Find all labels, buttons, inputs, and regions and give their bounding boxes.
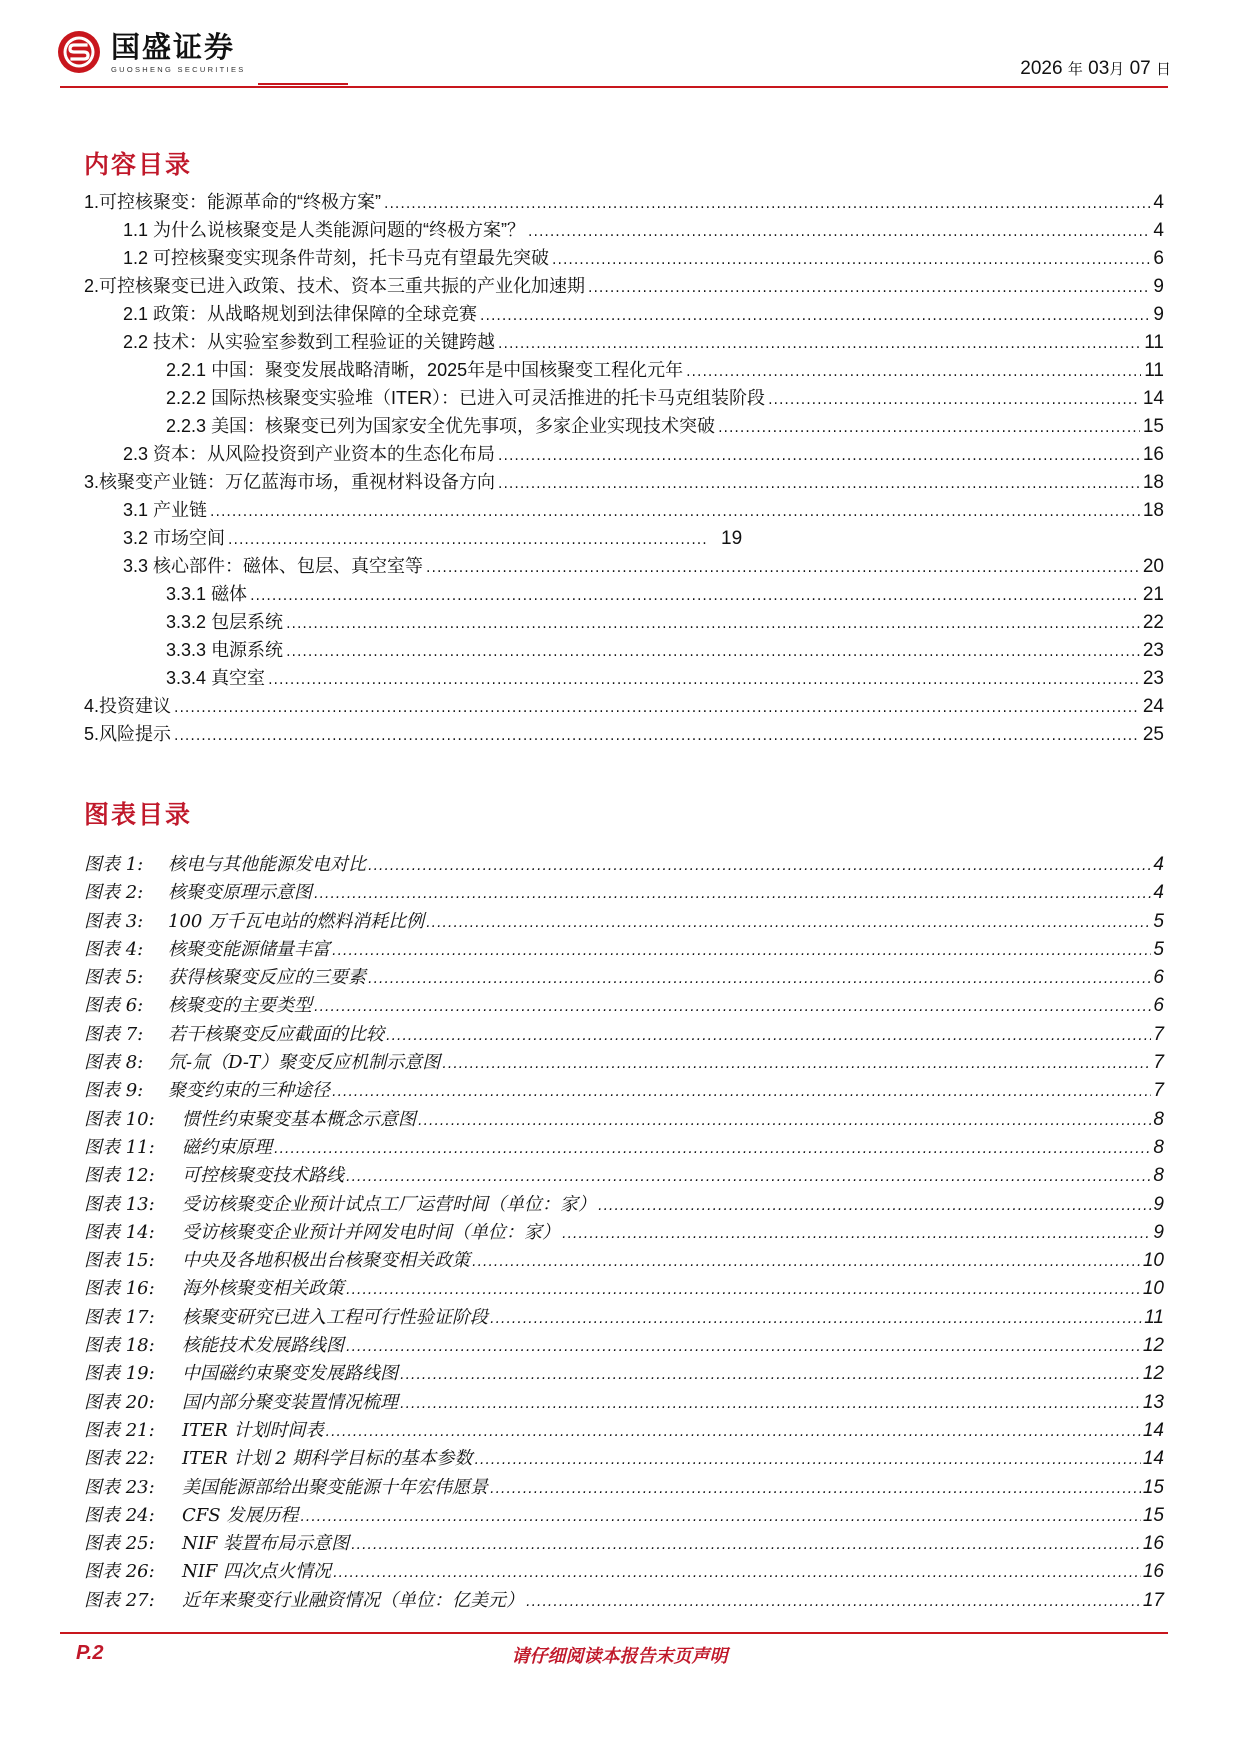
figure-id: 图表 21: bbox=[84, 1419, 155, 1441]
toc-page-number: 23 bbox=[1142, 668, 1164, 689]
date-month: 03 bbox=[1088, 58, 1110, 79]
leader-dots bbox=[384, 196, 1150, 212]
leader-dots bbox=[286, 616, 1140, 632]
figure-page-number: 7 bbox=[1153, 1052, 1164, 1074]
figure-title: 获得核聚变反应的三要素 bbox=[168, 967, 366, 989]
leader-dots bbox=[718, 420, 1140, 436]
figure-page-number: 8 bbox=[1153, 1165, 1164, 1187]
leader-dots bbox=[174, 728, 1140, 744]
date-year-label: 年 bbox=[1067, 61, 1083, 78]
figure-item[interactable] bbox=[84, 1501, 1164, 1529]
figure-id: 图表 25: bbox=[84, 1533, 155, 1555]
figure-page-number: 10 bbox=[1142, 1278, 1164, 1300]
report-date bbox=[1020, 58, 1171, 80]
toc-item[interactable]: 2.2.3 美国：核聚变已列为国家安全优先事项，多家企业实现技术突破 ..... 15 bbox=[84, 412, 1164, 440]
figure-id: 图表 19: bbox=[84, 1363, 155, 1385]
figure-item[interactable] bbox=[84, 963, 1164, 991]
figure-page-number: 13 bbox=[1142, 1391, 1164, 1413]
toc-page-number: 11 bbox=[1144, 332, 1164, 353]
leader-dots bbox=[210, 504, 1140, 520]
figure-id: 图表 13: bbox=[84, 1193, 155, 1215]
figure-page-number: 6 bbox=[1153, 995, 1164, 1017]
figures-list bbox=[84, 850, 1164, 1614]
figure-page-number: 16 bbox=[1142, 1533, 1164, 1555]
figure-id: 图表 18: bbox=[84, 1335, 155, 1357]
toc-item[interactable]: 2.2 技术：从实验室参数到工程验证的关键跨越 ..... 11 bbox=[84, 328, 1164, 356]
figure-id: 图表 20: bbox=[84, 1391, 155, 1413]
figure-page-number: 5 bbox=[1153, 938, 1164, 960]
figure-title: 聚变约束的三种途径 bbox=[168, 1080, 330, 1102]
figure-page-number: 5 bbox=[1153, 910, 1164, 932]
figure-id: 图表 7: bbox=[84, 1023, 144, 1045]
figure-item[interactable] bbox=[84, 1105, 1164, 1133]
figure-item[interactable] bbox=[84, 1473, 1164, 1501]
figure-id: 图表 16: bbox=[84, 1278, 155, 1300]
figure-title: 国内部分聚变装置情况梳理 bbox=[182, 1391, 398, 1413]
figure-page-number: 7 bbox=[1153, 1023, 1164, 1045]
figure-page-number: 16 bbox=[1142, 1561, 1164, 1583]
contents-list bbox=[84, 188, 1164, 748]
figure-item[interactable] bbox=[84, 1076, 1164, 1104]
toc-page-number: 22 bbox=[1142, 612, 1164, 633]
figure-title: 可控核聚变技术路线 bbox=[182, 1165, 344, 1187]
toc-item[interactable]: 1.2 可控核聚变实现条件苛刻，托卡马克有望最先突破 ..... 6 bbox=[84, 244, 1164, 272]
logo-english-name: GUOSHENG SECURITIES bbox=[111, 64, 246, 74]
figure-title: 核聚变原理示意图 bbox=[168, 882, 312, 904]
toc-page-number: 15 bbox=[1142, 416, 1164, 437]
figure-title: 近年来聚变行业融资情况（单位：亿美元） bbox=[182, 1589, 524, 1611]
company-logo bbox=[57, 30, 246, 74]
toc-item[interactable]: 3.3.4 真空室 ..... 23 bbox=[84, 664, 1164, 692]
figure-item[interactable] bbox=[84, 1359, 1164, 1387]
figure-item[interactable] bbox=[84, 1303, 1164, 1331]
toc-item[interactable]: 2.1 政策：从战略规划到法律保障的全球竞赛 ..... 9 bbox=[84, 300, 1164, 328]
toc-item[interactable]: 1.可控核聚变：能源革命的“终极方案” ..... 4 bbox=[84, 188, 1164, 216]
toc-page-number: 18 bbox=[1142, 500, 1164, 521]
toc-page-number: 9 bbox=[1153, 276, 1164, 297]
figure-page-number: 9 bbox=[1153, 1193, 1164, 1215]
figure-title: 核聚变的主要类型 bbox=[168, 995, 312, 1017]
figure-title: 100 万千瓦电站的燃料消耗比例 bbox=[168, 910, 425, 932]
figure-item[interactable] bbox=[84, 1048, 1164, 1076]
toc-page-number: 24 bbox=[1142, 696, 1164, 717]
figure-page-number: 10 bbox=[1142, 1250, 1164, 1272]
figure-item[interactable] bbox=[84, 1388, 1164, 1416]
toc-page-number: 9 bbox=[1153, 304, 1164, 325]
contents-title: 内容目录 bbox=[84, 150, 193, 179]
figure-title: 受访核聚变企业预计并网发电时间（单位：家） bbox=[182, 1221, 560, 1243]
figure-page-number: 15 bbox=[1142, 1476, 1164, 1498]
figure-page-number: 7 bbox=[1153, 1080, 1164, 1102]
figure-id: 图表 11: bbox=[84, 1136, 155, 1158]
figure-id: 图表 8: bbox=[84, 1052, 144, 1074]
figure-id: 图表 5: bbox=[84, 967, 144, 989]
toc-item[interactable]: 3.3 核心部件：磁体、包层、真空室等 ..... 20 bbox=[84, 552, 1164, 580]
toc-page-number: 23 bbox=[1142, 640, 1164, 661]
figure-item[interactable] bbox=[84, 1444, 1164, 1472]
toc-item[interactable]: 1.1 为什么说核聚变是人类能源问题的“终极方案”？ ..... 4 bbox=[84, 216, 1164, 244]
figure-id: 图表 9: bbox=[84, 1080, 144, 1102]
date-day-label: 日 bbox=[1155, 61, 1171, 78]
figure-page-number: 11 bbox=[1144, 1306, 1164, 1328]
toc-item[interactable]: 3.3.1 磁体 ..... 21 bbox=[84, 580, 1164, 608]
toc-page-number: 11 bbox=[1144, 360, 1164, 381]
figure-id: 图表 14: bbox=[84, 1221, 155, 1243]
leader-dots bbox=[498, 476, 1140, 492]
figure-item[interactable] bbox=[84, 935, 1164, 963]
toc-page-number: 20 bbox=[1142, 556, 1164, 577]
date-year: 2026 bbox=[1020, 58, 1063, 79]
figure-item[interactable] bbox=[84, 1331, 1164, 1359]
leader-dots bbox=[250, 588, 1140, 604]
figure-id: 图表 2: bbox=[84, 882, 144, 904]
leader-dots bbox=[228, 532, 706, 548]
leader-dots bbox=[268, 672, 1140, 688]
figure-item[interactable] bbox=[84, 1246, 1164, 1274]
header-divider bbox=[60, 86, 1168, 88]
figure-item[interactable] bbox=[84, 1133, 1164, 1161]
leader-dots bbox=[286, 644, 1140, 660]
figure-page-number: 9 bbox=[1153, 1221, 1164, 1243]
toc-page-number: 14 bbox=[1142, 388, 1164, 409]
toc-item[interactable]: 3.核聚变产业链：万亿蓝海市场，重视材料设备方向 ..... 18 bbox=[84, 468, 1164, 496]
figure-title: NIF 装置布局示意图 bbox=[182, 1533, 350, 1555]
figure-item[interactable] bbox=[84, 1586, 1164, 1614]
figure-id: 图表 1: bbox=[84, 854, 144, 875]
figure-title: 核电与其他能源发电对比 bbox=[168, 854, 366, 875]
figure-title: 受访核聚变企业预计试点工厂运营时间（单位：家） bbox=[182, 1193, 596, 1215]
figure-item[interactable] bbox=[84, 1190, 1164, 1218]
toc-item[interactable]: 2.3 资本：从风险投资到产业资本的生态化布局 ..... 16 bbox=[84, 440, 1164, 468]
figure-page-number: 4 bbox=[1153, 882, 1164, 904]
figure-title: 中央及各地积极出台核聚变相关政策 bbox=[182, 1250, 470, 1272]
figures-title: 图表目录 bbox=[84, 800, 193, 829]
toc-item[interactable]: 2.2.2 国际热核聚变实验堆（ITER）：已进入可灵活推进的托卡马克组装阶段 ..... 14 bbox=[84, 384, 1164, 412]
figure-id: 图表 23: bbox=[84, 1476, 155, 1498]
logo-chinese-name: 国盛证券 bbox=[111, 29, 236, 64]
figure-item[interactable] bbox=[84, 1020, 1164, 1048]
figure-item[interactable] bbox=[84, 1218, 1164, 1246]
figure-page-number: 15 bbox=[1142, 1504, 1164, 1526]
figure-id: 图表 12: bbox=[84, 1165, 155, 1187]
figure-title: 氘-氚（D-T）聚变反应机制示意图 bbox=[168, 1052, 441, 1074]
figure-page-number: 4 bbox=[1153, 854, 1164, 875]
figure-page-number: 14 bbox=[1142, 1419, 1164, 1441]
figure-id: 图表 10: bbox=[84, 1108, 155, 1130]
figure-page-number: 12 bbox=[1142, 1335, 1164, 1357]
date-day: 07 bbox=[1129, 58, 1151, 79]
toc-page-number: 18 bbox=[1142, 472, 1164, 493]
figure-title: 核聚变能源储量丰富 bbox=[168, 938, 330, 960]
leader-dots bbox=[480, 308, 1150, 324]
figure-title: CFS 发展历程 bbox=[182, 1504, 299, 1526]
toc-item[interactable]: 3.3.2 包层系统 ..... 22 bbox=[84, 608, 1164, 636]
figure-page-number: 17 bbox=[1142, 1589, 1164, 1611]
figure-item[interactable] bbox=[84, 850, 1164, 878]
toc-page-number: 16 bbox=[1142, 444, 1164, 465]
figure-id: 图表 6: bbox=[84, 995, 144, 1017]
figure-id: 图表 17: bbox=[84, 1306, 155, 1328]
figure-item[interactable] bbox=[84, 878, 1164, 906]
toc-item[interactable]: 3.2 市场空间 ..... 19 bbox=[84, 524, 1164, 552]
figure-item[interactable] bbox=[84, 1529, 1164, 1557]
figure-id: 图表 26: bbox=[84, 1561, 155, 1583]
leader-dots bbox=[528, 224, 1150, 240]
figure-title: ITER 计划 2 期科学目标的基本参数 bbox=[182, 1448, 473, 1470]
figure-id: 图表 27: bbox=[84, 1589, 155, 1611]
toc-page-number: 4 bbox=[1153, 192, 1164, 213]
figure-title: 若干核聚变反应截面的比较 bbox=[168, 1023, 384, 1045]
toc-page-number: 21 bbox=[1142, 584, 1164, 605]
leader-dots bbox=[588, 280, 1150, 296]
toc-page-number: 25 bbox=[1142, 724, 1164, 745]
figure-title: 核能技术发展路线图 bbox=[182, 1335, 344, 1357]
figure-title: 惯性约束聚变基本概念示意图 bbox=[182, 1108, 416, 1130]
toc-item[interactable]: 4.投资建议 ..... 24 bbox=[84, 692, 1164, 720]
figure-title: ITER 计划时间表 bbox=[182, 1419, 324, 1441]
leader-dots bbox=[498, 448, 1140, 464]
page-number: P.2 bbox=[76, 1642, 104, 1664]
figure-item[interactable] bbox=[84, 991, 1164, 1019]
leader-dots bbox=[686, 364, 1141, 380]
figure-page-number: 8 bbox=[1153, 1136, 1164, 1158]
figure-item[interactable] bbox=[84, 1557, 1164, 1585]
figure-id: 图表 3: bbox=[84, 910, 144, 932]
leader-dots bbox=[498, 336, 1141, 352]
toc-item[interactable]: 2.可控核聚变已进入政策、技术、资本三重共振的产业化加速期 ..... 9 bbox=[84, 272, 1164, 300]
leader-dots bbox=[768, 392, 1140, 408]
toc-page-number: 4 bbox=[1153, 220, 1164, 241]
leader-dots bbox=[552, 252, 1150, 268]
figure-id: 图表 22: bbox=[84, 1448, 155, 1470]
toc-item[interactable]: 3.1 产业链 ..... 18 bbox=[84, 496, 1164, 524]
header-accent-line bbox=[258, 83, 348, 85]
toc-page-number: 19 bbox=[721, 528, 743, 549]
figure-page-number: 6 bbox=[1153, 967, 1164, 989]
figure-title: 磁约束原理 bbox=[182, 1136, 272, 1158]
toc-item[interactable]: 5.风险提示 ..... 25 bbox=[84, 720, 1164, 748]
figure-title: 中国磁约束聚变发展路线图 bbox=[182, 1363, 398, 1385]
guosheng-logo-icon bbox=[57, 30, 101, 74]
page-header bbox=[0, 0, 1239, 95]
figure-id: 图表 24: bbox=[84, 1504, 155, 1526]
figure-item[interactable] bbox=[84, 1416, 1164, 1444]
footer-divider bbox=[60, 1632, 1168, 1634]
figure-title: NIF 四次点火情况 bbox=[182, 1561, 332, 1583]
figure-page-number: 14 bbox=[1142, 1448, 1164, 1470]
figure-id: 图表 15: bbox=[84, 1250, 155, 1272]
toc-item[interactable]: 3.3.3 电源系统 ..... 23 bbox=[84, 636, 1164, 664]
date-month-label: 月 bbox=[1109, 61, 1125, 78]
disclaimer-note: 请仔细阅读本报告末页声明 bbox=[511, 1646, 728, 1667]
figure-title: 海外核聚变相关政策 bbox=[182, 1278, 344, 1300]
toc-page-number: 6 bbox=[1153, 248, 1164, 269]
figure-title: 核聚变研究已进入工程可行性验证阶段 bbox=[182, 1306, 488, 1328]
toc-item[interactable]: 2.2.1 中国：聚变发展战略清晰，2025年是中国核聚变工程化元年 ..... 11 bbox=[84, 356, 1164, 384]
leader-dots bbox=[426, 560, 1140, 576]
figure-item[interactable] bbox=[84, 1161, 1164, 1189]
figure-item[interactable] bbox=[84, 1274, 1164, 1302]
leader-dots bbox=[174, 700, 1140, 716]
figure-id: 图表 4: bbox=[84, 938, 144, 960]
figure-page-number: 12 bbox=[1142, 1363, 1164, 1385]
figure-page-number: 8 bbox=[1153, 1108, 1164, 1130]
figure-item[interactable] bbox=[84, 907, 1164, 935]
figure-title: 美国能源部给出聚变能源十年宏伟愿景 bbox=[182, 1476, 488, 1498]
